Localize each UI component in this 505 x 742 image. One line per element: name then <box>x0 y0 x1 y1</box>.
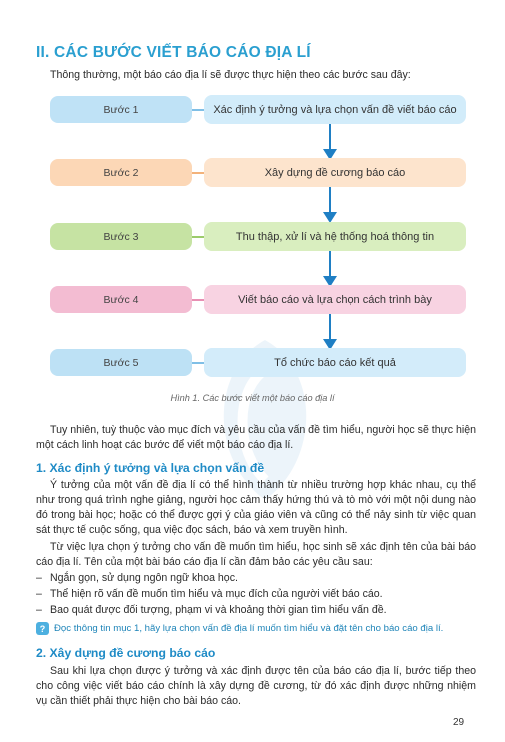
question-icon: ? <box>36 622 49 635</box>
step-5-connector <box>192 362 204 364</box>
step-3-label: Bước 3 <box>50 223 192 250</box>
step-3-connector <box>192 236 204 238</box>
question-prompt <box>36 622 476 635</box>
step-3-box: Thu thập, xử lí và hệ thống hoá thông tin <box>204 222 466 251</box>
step-1-box: Xác định ý tưởng và lựa chọn vấn đề viết báo cáo <box>204 95 466 124</box>
step-2-box: Xây dựng đề cương báo cáo <box>204 158 466 187</box>
arrow-down-icon <box>320 251 340 287</box>
question-text: Đọc thông tin mục 1, hãy lựa chọn vấn đề địa lí muốn tìm hiểu và đặt tên cho báo cáo địa lí. <box>54 623 444 634</box>
section-1-heading: 1. Xác định ý tưởng và lựa chọn vấn đề <box>36 461 265 475</box>
intro-text: Thông thường, một báo cáo địa lí sẽ được thực hiện theo các bước sau đây: <box>50 69 411 81</box>
section-2-heading: 2. Xây dựng đề cương báo cáo <box>36 646 216 660</box>
step-1-connector <box>192 109 204 111</box>
list-item: – Thể hiện rõ vấn đề muốn tìm hiểu và mục đích của người viết báo cáo. <box>36 588 383 600</box>
section-2-paragraph: Sau khi lựa chọn được ý tưởng và xác định được tên của báo cáo địa lí, bước tiếp theo cho công việc viết báo cáo chính là xây dựng đề cương, từ đó xác định được những nhiệm vụ cần thiết phải thực hiện cho bài báo cáo. <box>36 665 476 707</box>
arrow-down-icon <box>320 187 340 223</box>
list-item: – Bao quát được đối tượng, phạm vi và khoảng thời gian tìm hiểu vấn đề. <box>36 604 387 616</box>
step-2-label: Bước 2 <box>50 159 192 186</box>
paragraph: Tuy nhiên, tuỳ thuộc vào mục đích và yêu cầu của vấn đề tìm hiểu, người học sẽ thực hiện một cách linh hoạt các bước để viết một báo cáo địa lí. <box>36 424 476 451</box>
step-4-box: Viết báo cáo và lựa chọn cách trình bày <box>204 285 466 314</box>
step-5-label: Bước 5 <box>50 349 192 376</box>
section-title: II. CÁC BƯỚC VIẾT BÁO CÁO ĐỊA LÍ <box>36 44 311 61</box>
arrow-down-icon <box>320 314 340 350</box>
arrow-down-icon <box>320 124 340 160</box>
step-4-connector <box>192 299 204 301</box>
section-1-paragraph-1: Ý tưởng của một vấn đề địa lí có thể hình thành từ nhiều trường hợp khác nhau, cụ thể như trong quá trình nghe giảng, người học cảm thấy hứng thú và tò mò với một nội dung nào đó trong bài học; hoặc có thể được gợi ý của giáo viên và cũng có thể nảy sinh từ việc quan sát thực tế cuộc sống, qua việc đọc sách, báo và xem truyền hình. <box>36 479 476 536</box>
step-5-box: Tổ chức báo cáo kết quả <box>204 348 466 377</box>
list-item: – Ngắn gọn, sử dụng ngôn ngữ khoa học. <box>36 572 238 584</box>
figure-caption: Hình 1. Các bước viết một báo cáo địa lí <box>170 393 335 403</box>
step-2-connector <box>192 172 204 174</box>
page-number: 29 <box>453 717 465 728</box>
step-4-label: Bước 4 <box>50 286 192 313</box>
section-1-paragraph-2: Từ việc lựa chọn ý tưởng cho vấn đề muốn tìm hiểu, học sinh sẽ xác định tên của bài báo cáo địa lí. Tên của một bài báo cáo địa lí cần đảm bảo các yêu cầu sau: <box>36 541 476 568</box>
step-1-label: Bước 1 <box>50 96 192 123</box>
